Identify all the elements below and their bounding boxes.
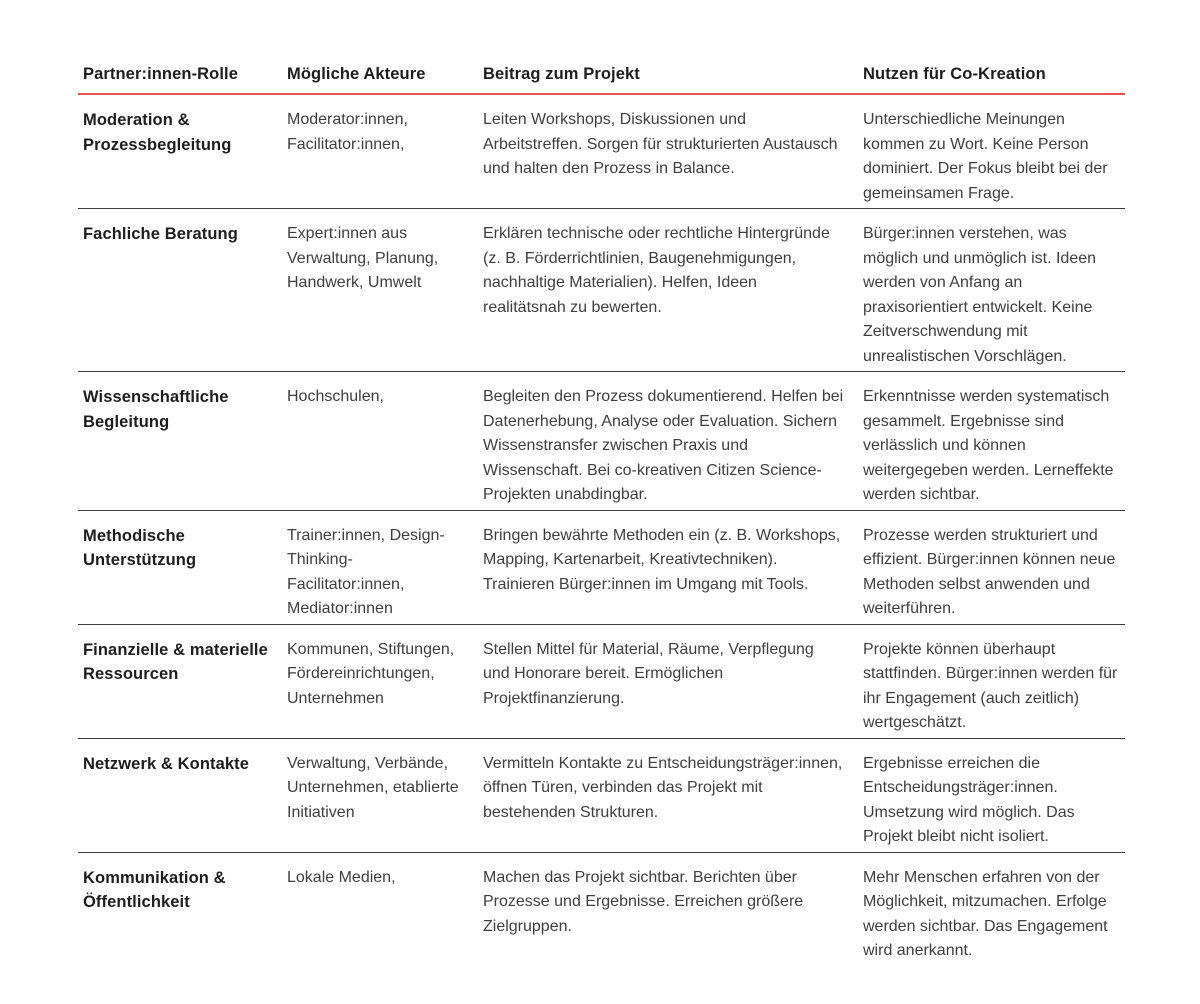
role-cell: Finanzielle & materielle Ressourcen xyxy=(78,624,282,738)
role-cell: Fachliche Beratung xyxy=(78,208,282,371)
benefit-cell: Bürger:innen verstehen, was möglich und unmöglich ist. Ideen werden von Anfang an praxisorientiert entwickelt. Keine Zeitverschwendung mit unrealistischen Vorschlägen. xyxy=(858,208,1125,371)
header-row xyxy=(78,64,1125,95)
actors-cell: Hochschulen, xyxy=(282,371,478,510)
partner-roles-table-container xyxy=(78,64,1125,966)
actors-cell: Lokale Medien, xyxy=(282,852,478,966)
role-cell: Wissenschaftliche Begleitung xyxy=(78,371,282,510)
benefit-cell: Unterschiedliche Meinungen kommen zu Wort. Keine Person dominiert. Der Fokus bleibt bei der gemeinsamen Frage. xyxy=(863,111,1108,202)
contribution-cell: Erklären technische oder rechtliche Hintergründe (z. B. Förderrichtlinien, Baugenehmigungen, nachhaltige Materialien). Helfen, Ideen realitätsnah zu bewerten. xyxy=(478,208,858,371)
benefit-cell: Erkenntnisse werden systematisch gesammelt. Ergebnisse sind verlässlich und können weitergegeben werden. Lerneffekte werden sichtbar. xyxy=(858,371,1125,510)
benefit-cell: Prozesse werden strukturiert und effizient. Bürger:innen können neue Methoden selbst anwenden und weiterführen. xyxy=(858,510,1125,624)
actors-cell: Kommunen, Stiftungen, Fördereinrichtungen, Unternehmen xyxy=(282,624,478,738)
table-header xyxy=(78,64,1125,95)
role-cell: Kommunikation & Öffentlichkeit xyxy=(78,852,282,966)
contribution-cell: Leiten Workshops, Diskussionen und Arbeitstreffen. Sorgen für strukturierten Austausch und halten den Prozess in Balance. xyxy=(483,111,838,177)
actors-cell: Trainer:innen, Design-Thinking-Facilitator:innen, Mediator:innen xyxy=(282,510,478,624)
contribution-cell: Begleiten den Prozess dokumentierend. Helfen bei Datenerhebung, Analyse oder Evaluation. Sichern Wissenstransfer zwischen Praxis und Wissenschaft. Bei co-kreativen Citizen Science-Projekten unabdingbar. xyxy=(478,371,858,510)
benefit-cell: Mehr Menschen erfahren von der Möglichkeit, mitzumachen. Erfolge werden sichtbar. Das Engagement wird anerkannt. xyxy=(858,852,1125,966)
table-row xyxy=(78,95,1125,208)
column-header-nutzen-fuer-co-kreation: Nutzen für Co-Kreation xyxy=(858,64,1125,95)
benefit-cell: Projekte können überhaupt stattfinden. Bürger:innen werden für ihr Engagement (auch zeitlich) wertgeschätzt. xyxy=(858,624,1125,738)
contribution-cell: Stellen Mittel für Material, Räume, Verpflegung und Honorare bereit. Ermöglichen Projektfinanzierung. xyxy=(478,624,858,738)
table-row xyxy=(78,510,1125,624)
column-header-beitrag-zum-projekt: Beitrag zum Projekt xyxy=(478,64,858,95)
table-row xyxy=(78,738,1125,852)
role-cell: Moderation & Prozessbegleitung xyxy=(83,111,232,154)
table-row xyxy=(78,852,1125,966)
partner-roles-table xyxy=(78,64,1125,966)
contribution-cell: Machen das Projekt sichtbar. Berichten über Prozesse und Ergebnisse. Erreichen größere Zielgruppen. xyxy=(478,852,858,966)
role-cell: Methodische Unterstützung xyxy=(78,510,282,624)
table-row xyxy=(78,371,1125,510)
column-header-partner-rolle: Partner:innen-Rolle xyxy=(78,64,282,95)
actors-cell: Expert:innen aus Verwaltung, Planung, Handwerk, Umwelt xyxy=(282,208,478,371)
contribution-cell: Vermitteln Kontakte zu Entscheidungsträger:innen, öffnen Türen, verbinden das Projekt mit bestehenden Strukturen. xyxy=(478,738,858,852)
actors-cell: Verwaltung, Verbände, Unternehmen, etablierte Initiativen xyxy=(282,738,478,852)
column-header-moegliche-akteure: Mögliche Akteure xyxy=(282,64,478,95)
role-cell: Netzwerk & Kontakte xyxy=(78,738,282,852)
actors-cell: Moderator:innen, Facilitator:innen, xyxy=(287,111,408,153)
contribution-cell: Bringen bewährte Methoden ein (z. B. Workshops, Mapping, Kartenarbeit, Kreativtechniken). Trainieren Bürger:innen im Umgang mit Tools. xyxy=(478,510,858,624)
table-row xyxy=(78,208,1125,371)
benefit-cell: Ergebnisse erreichen die Entscheidungsträger:innen. Umsetzung wird möglich. Das Projekt bleibt nicht isoliert. xyxy=(858,738,1125,852)
table-row xyxy=(78,624,1125,738)
table-body xyxy=(78,95,1125,966)
